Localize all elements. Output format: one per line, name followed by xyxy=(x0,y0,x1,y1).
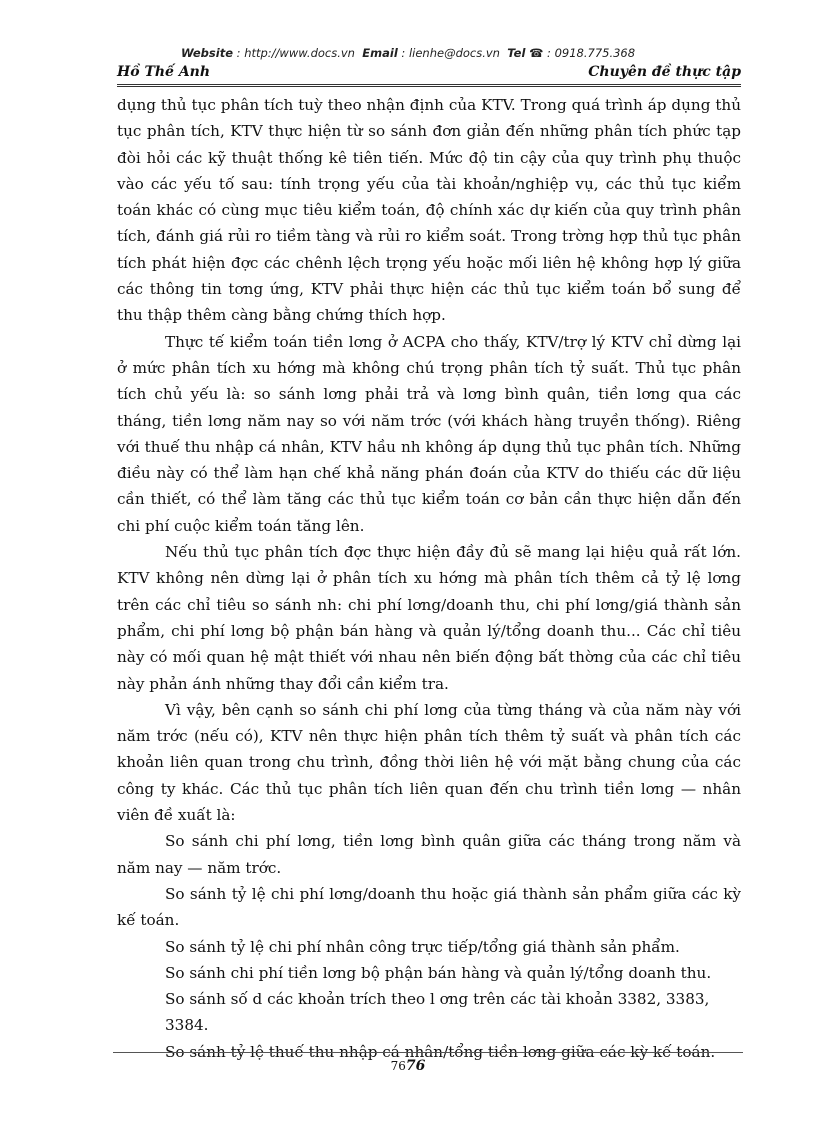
email-label: Email xyxy=(362,46,398,60)
tel-number: : 0918.775.368 xyxy=(547,46,636,60)
phone-icon: ☎ xyxy=(529,46,544,60)
document-type: Chuyên đề thực tập xyxy=(588,64,741,80)
page-number xyxy=(0,1058,816,1074)
footer-divider xyxy=(113,1052,743,1053)
list-item: So sánh tỷ lệ thuế thu nhập cá nhân/tổng tiền lơng giữa các kỳ kế toán. xyxy=(165,1042,716,1061)
paragraph-continuation: dụng thủ tục phân tích tuỳ theo nhận định của KTV. Trong quá trình áp dụng thủ tục phân tích, KTV thực hiện từ so sánh đơn giản đến những phân tích phức tạp đòi hỏi các kỹ thuật thống kê tiên tiến. Mức độ tin cậy của quy trình phụ thuộc vào các yếu tố sau: tính trọng yếu của tài khoản/nghiệp vụ, các thủ tục kiểm toán khác có cùng mục tiêu kiểm toán, độ chính xác dự kiến của quy trình phân tích, đánh giá rủi ro tiềm tàng và rủi ro kiểm soát. Trong trờng hợp thủ tục phân tích phát hiện đợc các chênh lệch trọng yếu hoặc mối liên hệ không hợp lý giữa các thông tin tơng ứng, KTV phải thực hiện các thủ tục kiểm toán bổ sung để thu thập thêm càng bằng chứng thích hợp. xyxy=(117,96,741,325)
page-header xyxy=(117,64,741,87)
paragraph: Nếu thủ tục phân tích đợc thực hiện đầy đủ sẽ mang lại hiệu quả rất lớn. KTV không nên dừng lại ở phân tích xu hớng mà phân tích thêm cả tỷ lệ lơng trên các chỉ tiêu so sánh nh: chi phí lơng/doanh thu, chi phí lơng/giá thành sản phẩm, chi phí lơng bộ phận bán hàng và quản lý/tổng doanh thu... Các chỉ tiêu này có mối quan hệ mật thiết với nhau nên biến động bất thờng của các chỉ tiêu này phản ánh những thay đổi cần kiểm tra. xyxy=(117,543,741,693)
list-item: So sánh chi phí lơng, tiền lơng bình quân giữa các tháng trong năm và năm nay — năm trớc. xyxy=(117,832,741,877)
website-label: Website xyxy=(180,46,234,60)
website-url: : http://www.docs.vn xyxy=(236,46,355,60)
email-address: : lienhe@docs.vn xyxy=(401,46,500,60)
list-item: So sánh tỷ lệ chi phí nhân công trực tiếp/tổng giá thành sản phẩm. xyxy=(165,937,680,956)
list-item: So sánh số d các khoản trích theo l ơng trên các tài khoản 3382, 3383, 3384. xyxy=(165,990,710,1035)
list-item: So sánh tỷ lệ chi phí lơng/doanh thu hoặc giá thành sản phẩm giữa các kỳ kế toán. xyxy=(117,884,741,930)
page-number-large: 76 xyxy=(405,1058,426,1074)
paragraph: Vì vậy, bên cạnh so sánh chi phí lơng của từng tháng và của năm này với năm trớc (nếu có), KTV nên thực hiện phân tích thêm tỷ suất và phân tích các khoản liên quan trong chu trình, đồng thời liên hệ với mặt bằng chung của các công ty khác. Các thủ tục phân tích liên quan đến chu trình tiền lơng — nhân viên đề xuất là: xyxy=(117,700,741,825)
website-contact-line xyxy=(0,46,816,60)
author-name: Hồ Thế Anh xyxy=(117,64,211,80)
page-number-small: 76 xyxy=(390,1059,406,1073)
paragraph: Thực tế kiểm toán tiền lơng ở ACPA cho thấy, KTV/trợ lý KTV chỉ dừng lại ở mức phân tích xu hớng mà không chú trọng phân tích tỷ suất. Thủ tục phân tích chủ yếu là: so sánh lơng phải trả và lơng bình quân, tiền lơng qua các tháng, tiền lơng năm nay so với năm trớc (với khách hàng truyền thống). Riêng với thuế thu nhập cá nhân, KTV hầu nh không áp dụng thủ tục phân tích. Những điều này có thể làm hạn chế khả năng phán đoán của KTV do thiếu các dữ liệu cần thiết, có thể làm tăng các thủ tục kiểm toán cơ bản cần thực hiện dẫn đến chi phí cuộc kiểm toán tăng lên. xyxy=(117,332,741,535)
list-item: So sánh chi phí tiền lơng bộ phận bán hàng và quản lý/tổng doanh thu. xyxy=(165,963,712,982)
document-body xyxy=(117,92,741,1065)
tel-label: Tel xyxy=(507,46,526,60)
